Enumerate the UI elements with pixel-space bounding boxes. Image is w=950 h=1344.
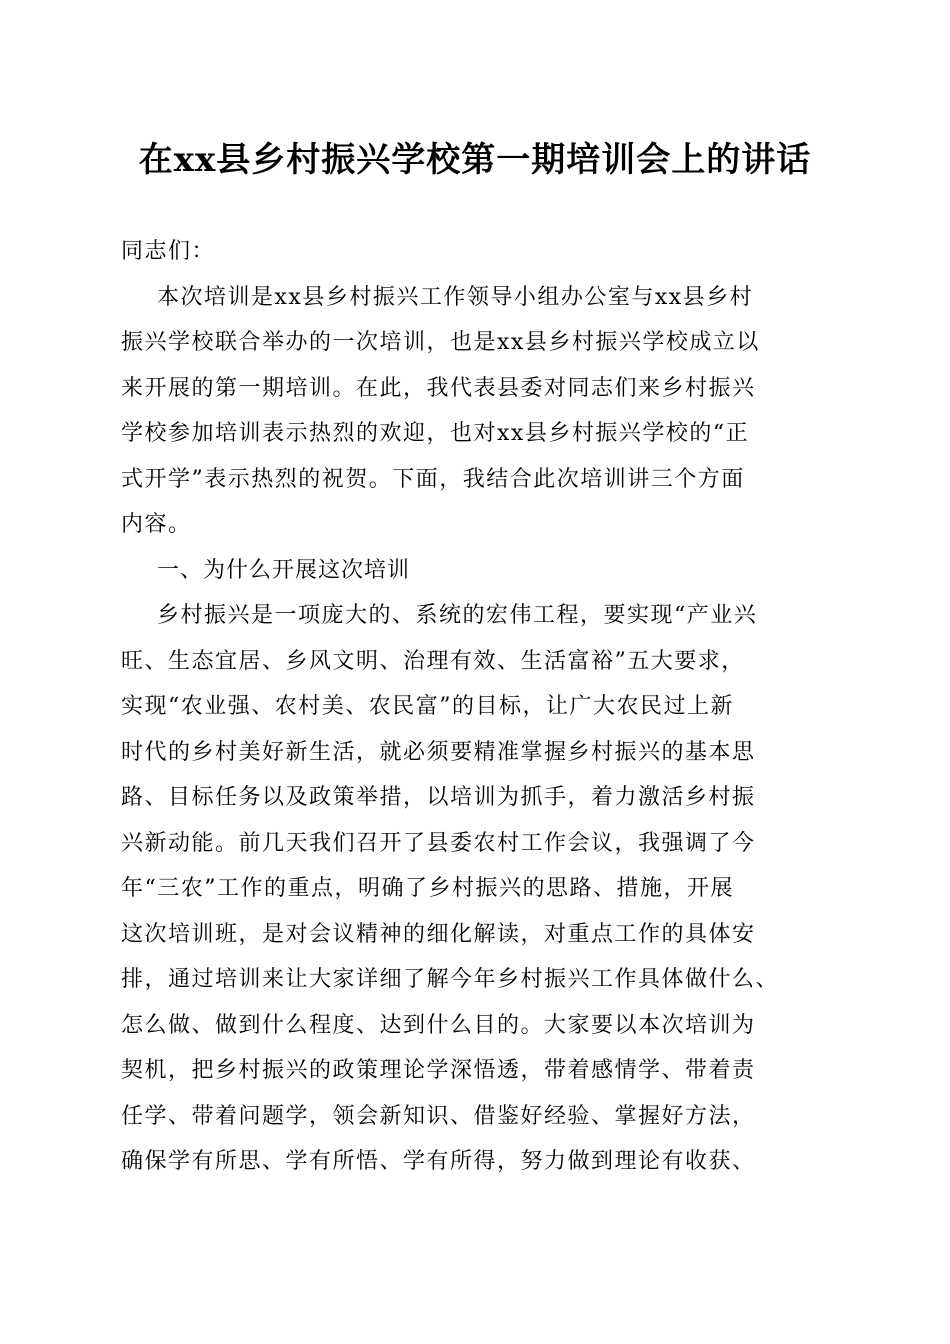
salutation: 同志们：	[121, 239, 216, 264]
paragraph-line: 排，通过培训来让大家详细了解今年乡村振兴工作具体做什么、	[121, 967, 780, 992]
paragraph-line: 乡村振兴是一项庞大的、系统的宏伟工程，要实现“产业兴	[157, 603, 758, 628]
paragraph-line: 路、目标任务以及政策举措，以培训为抓手，着力激活乡村振	[121, 785, 756, 810]
document-title: 在xx县乡村振兴学校第一期培训会上的讲话	[138, 140, 812, 180]
paragraph-line: 确保学有所思、学有所悟、学有所得，努力做到理论有收获、	[121, 1149, 756, 1174]
paragraph-line: 怎么做、做到什么程度、达到什么目的。大家要以本次培训为	[121, 1012, 756, 1038]
paragraph-line: 内容。	[121, 512, 192, 537]
document-body	[121, 229, 821, 1185]
paragraph-line: 振兴学校联合举办的一次培训，也是xx县乡村振兴学校成立以	[121, 330, 760, 355]
paragraph-line: 来开展的第一期培训。在此，我代表县委对同志们来乡村振兴	[121, 375, 756, 401]
paragraph-line: 旺、生态宜居、乡风文明、治理有效、生活富裕”五大要求，	[121, 648, 745, 674]
paragraph-line: 本次培训是xx县乡村振兴工作领导小组办公室与xx县乡村	[157, 284, 754, 310]
paragraph-line: 任学、带着问题学，领会新知识、借鉴好经验、掌握好方法，	[121, 1103, 756, 1129]
section-heading: 一、为什么开展这次培训	[157, 557, 411, 583]
paragraph-line: 兴新动能。前几天我们召开了县委农村工作会议，我强调了今	[121, 830, 756, 856]
paragraph-line: 时代的乡村美好新生活，就必须要精准掌握乡村振兴的基本思	[121, 739, 756, 765]
paragraph-line: 这次培训班，是对会议精神的细化解读，对重点工作的具体安	[121, 921, 756, 947]
paragraph-line: 契机，把乡村振兴的政策理论学深悟透，带着感情学、带着责	[121, 1058, 756, 1083]
paragraph-line: 实现“农业强、农村美、农民富”的目标，让广大农民过上新	[121, 694, 734, 719]
paragraph-line: 年“三农”工作的重点，明确了乡村振兴的思路、措施，开展	[121, 876, 734, 901]
paragraph-line: 学校参加培训表示热烈的欢迎，也对xx县乡村振兴学校的“正	[121, 421, 750, 446]
paragraph-line: 式开学”表示热烈的祝贺。下面，我结合此次培训讲三个方面	[121, 466, 745, 492]
